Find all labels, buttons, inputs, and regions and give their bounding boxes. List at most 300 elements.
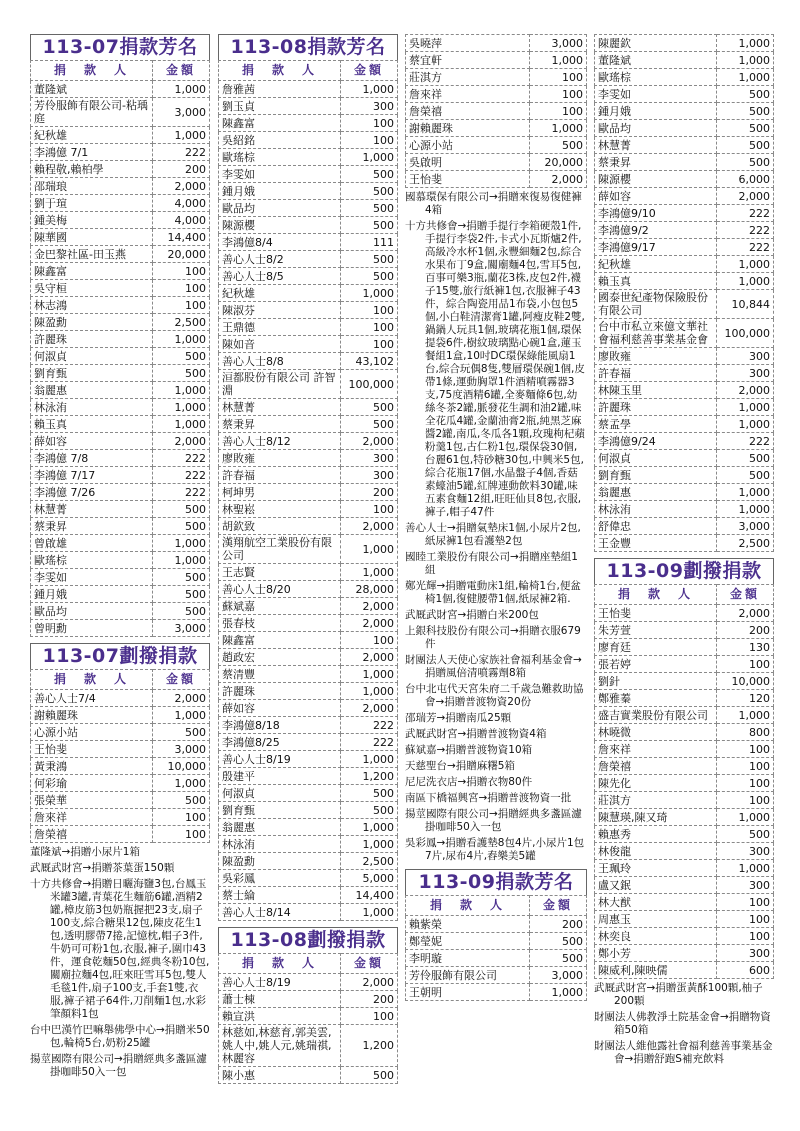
donor-name: 李鴻億9/24 [595,433,717,450]
donation-amount: 500 [153,569,210,586]
table-row [219,581,398,598]
donation-amount: 800 [717,724,774,741]
table-row [595,518,774,535]
donation-amount: 20,000 [153,246,210,263]
donor-name: 蘇斌嘉 [219,598,341,615]
table-row [219,285,398,302]
donor-name: 柯坤男 [219,484,341,501]
donation-amount: 1,000 [717,399,774,416]
col-header-amount: 金額 [153,61,210,81]
table-row [219,1008,398,1025]
table-row [219,319,398,336]
table-row [595,843,774,860]
donor-name: 林陳玉里 [595,382,717,399]
donor-name: 歐品均 [31,603,153,620]
donor-name: 善心人士8/20 [219,581,341,598]
table-row [595,433,774,450]
donation-amount: 222 [717,222,774,239]
donor-name: 王鼎德 [219,319,341,336]
donor-name: 吳啟明 [406,154,530,171]
donor-name: 紀秋雄 [31,127,153,144]
table-row [219,302,398,319]
donor-name: 陳麗欽 [595,35,717,52]
table-row [595,35,774,52]
table-row [219,1067,398,1084]
table-row [31,382,210,399]
inkind-note: 武厩武財宮→捐贈茶葉蛋150顆 [30,862,175,874]
table-row [31,331,210,348]
inkind-note: 武厩武財宮→捐贈白米200包 [405,609,539,621]
donor-name: 謝賴麗珠 [406,120,530,137]
donor-name: 謝賴麗珠 [31,707,153,724]
table-row [31,535,210,552]
donor-name: 林泳洧 [595,501,717,518]
donation-amount: 1,000 [341,904,398,921]
donation-amount: 2,000 [341,974,398,991]
table-row [219,353,398,370]
donation-amount: 10,000 [717,673,774,690]
donor-name: 王志賢 [219,564,341,581]
donation-amount: 500 [153,365,210,382]
donor-name: 胡欽致 [219,518,341,535]
donation-amount: 100 [717,894,774,911]
donation-amount: 120 [717,690,774,707]
donor-name: 賴宣洪 [219,1008,341,1025]
donation-amount: 3,000 [153,741,210,758]
donor-name: 林俊龍 [595,843,717,860]
donor-name: 賴玉真 [31,416,153,433]
donor-name: 鄭雅蓁 [595,690,717,707]
donation-amount: 200 [341,484,398,501]
inkind-note: 財團法人天使心家族社會福利基金會→捐贈風倍清噴霧劑8箱 [405,654,582,679]
table-row [595,399,774,416]
donor-name: 歐瑤棕 [595,69,717,86]
table-row [595,894,774,911]
table-row [595,222,774,239]
donation-amount: 10,000 [153,758,210,775]
donation-amount: 1,000 [717,69,774,86]
donation-amount: 500 [153,792,210,809]
donation-amount: 222 [153,484,210,501]
donation-amount: 100 [717,775,774,792]
donor-name: 吳守桓 [31,280,153,297]
donor-name: 國泰世紀產物保險股份有限公司 [595,290,717,319]
section-title-transfer-113-07: 113-07劃撥捐款 [30,643,210,669]
table-row [31,826,210,843]
table-row [31,246,210,263]
donation-amount: 28,000 [341,581,398,598]
table-row [31,433,210,450]
donation-amount: 100 [530,103,587,120]
col-header-amount: 金額 [717,585,774,605]
table-row [595,484,774,501]
donation-amount: 500 [153,518,210,535]
table-row [31,724,210,741]
donation-amount: 1,000 [341,819,398,836]
donor-name: 紀秋雄 [219,285,341,302]
table-row [31,569,210,586]
inkind-note: 台中巴漢竹巴嘛舉佛學中心→捐贈米50包,輪椅5台,奶粉25罐 [30,1024,210,1049]
inkind-note: 國慕環保有限公司→捐贈來復易復健褲4箱 [405,191,582,216]
table-row [31,178,210,195]
donor-name: 王珮玲 [595,860,717,877]
table-row [219,632,398,649]
donation-amount: 100 [153,809,210,826]
table-row [595,120,774,137]
table-row [219,268,398,285]
donation-amount: 2,500 [341,853,398,870]
donor-name: 林奕良 [595,928,717,945]
donation-amount: 2,000 [341,518,398,535]
table-row [219,683,398,700]
donor-name: 李鴻億 7/26 [31,484,153,501]
donor-name: 何淑貞 [219,785,341,802]
table-row [219,700,398,717]
donor-name: 紀秋雄 [595,256,717,273]
donor-name: 陳華國 [31,229,153,246]
table-row [219,132,398,149]
donation-amount: 3,000 [530,35,587,52]
table-row [219,598,398,615]
table-row [31,144,210,161]
donation-amount: 600 [717,962,774,979]
donation-amount: 1,000 [530,52,587,69]
table-row [219,717,398,734]
donation-amount: 222 [717,205,774,222]
inkind-note: 天慈聖台→捐贈麻糬5箱 [405,760,515,772]
donation-amount: 1,000 [153,416,210,433]
donor-name: 洹都股份有限公司 許智淵 [219,370,341,399]
donor-name: 陳如音 [219,336,341,353]
table-row [406,967,587,984]
table-row [219,433,398,450]
table-row [31,586,210,603]
donor-name: 鄭小芳 [595,945,717,962]
donation-amount: 1,000 [341,285,398,302]
table-row [595,945,774,962]
table-row [406,35,587,52]
donor-name: 劉育甄 [219,802,341,819]
section-title-transfer-113-09: 113-09劃撥捐款 [594,558,774,584]
table-row [219,535,398,564]
inkind-notes-113-09 [594,982,774,1066]
col-header-donor: 捐 款 人 [406,896,530,916]
donation-amount: 100 [341,632,398,649]
donation-amount: 200 [153,161,210,178]
table-row [595,365,774,382]
table-row [406,120,587,137]
donation-amount: 1,200 [341,768,398,785]
donor-name: 何彩瑜 [31,775,153,792]
donor-name: 許春福 [219,467,341,484]
donation-amount: 500 [717,467,774,484]
donation-amount: 1,000 [341,535,398,564]
inkind-notes-113-08 [405,191,587,863]
donation-amount: 1,000 [341,564,398,581]
donation-amount: 100 [341,319,398,336]
table-row [406,69,587,86]
donor-name: 張榮華 [31,792,153,809]
donor-name: 李明璇 [406,950,530,967]
table-row [31,81,210,98]
donor-name: 蔡秉昇 [595,154,717,171]
donor-name: 林大猷 [595,894,717,911]
table-row [406,950,587,967]
donation-amount: 1,000 [717,35,774,52]
donor-name: 善心人士8/14 [219,904,341,921]
donation-amount: 100 [153,826,210,843]
donation-amount: 222 [153,450,210,467]
table-row [31,314,210,331]
table-row [595,877,774,894]
donor-name: 王朝明 [406,984,530,1001]
inkind-note: 南區下橋福興宮→捐贈普渡物資一批 [405,792,572,804]
donor-name: 莊淇方 [406,69,530,86]
table-row [595,382,774,399]
table-row [595,171,774,188]
inkind-note: 邵瑞芳→捐贈南瓜25顆 [405,712,512,724]
donation-amount: 100 [341,336,398,353]
table-row [219,785,398,802]
donation-amount: 1,000 [530,984,587,1001]
inkind-note: 鄭光輝→捐贈電動床1組,輪椅1台,便盆椅1個,復健腰帶1個,紙尿褲2箱. [405,580,581,605]
donation-amount: 500 [530,950,587,967]
donor-name: 心源小站 [31,724,153,741]
donation-amount: 500 [717,154,774,171]
donation-amount: 500 [717,103,774,120]
donor-name: 鍾月娥 [595,103,717,120]
inkind-note: 尼尼洗衣店→捐贈衣物80件 [405,776,533,788]
table-row [219,853,398,870]
donor-name: 林聖崧 [219,501,341,518]
inkind-note: 財團法人佛教淨土院基金會→捐贈物資箱50箱 [594,1011,771,1036]
donation-amount: 2,000 [341,598,398,615]
donor-name: 王怡斐 [595,605,717,622]
donor-name: 芳伶服飾有限公司-粘瑀庭 [31,98,153,127]
donor-name: 李鴻億8/18 [219,717,341,734]
donation-amount: 1,000 [341,751,398,768]
donation-amount: 100,000 [717,319,774,348]
donation-amount: 4,000 [153,212,210,229]
donation-amount: 500 [153,603,210,620]
donation-amount: 500 [341,399,398,416]
table-row [31,690,210,707]
donation-amount: 1,000 [717,273,774,290]
donor-name: 何淑貞 [595,450,717,467]
donor-name: 劉玉貞 [219,98,341,115]
col-header-donor: 捐 款 人 [595,585,717,605]
column-4 [594,34,774,1066]
donor-name: 林志鴻 [31,297,153,314]
inkind-note: 揚莖國際有限公司→捐贈經典多盞區濾掛咖啡50入一包 [30,1053,207,1078]
col-header-donor: 捐 款 人 [31,670,153,690]
donation-amount: 1,000 [717,484,774,501]
table-row [595,809,774,826]
table-row [31,161,210,178]
table-row [595,605,774,622]
donor-name: 翁麗惠 [595,484,717,501]
inkind-note: 善心人士→捐贈氣墊床1個,小尿片2包,紙尿褲1包看護墊2包 [405,522,581,547]
donation-amount: 300 [717,843,774,860]
table-row [406,171,587,188]
donation-amount: 100 [341,132,398,149]
section-title-transfer-113-08: 113-08劃撥捐款 [218,927,398,953]
donation-amount: 222 [341,734,398,751]
donation-amount: 10,844 [717,290,774,319]
donor-name: 陳鑫富 [31,263,153,280]
donor-name: 陳盈勳 [31,314,153,331]
donation-amount: 43,102 [341,353,398,370]
donation-amount: 2,000 [717,382,774,399]
table-row [219,200,398,217]
donation-amount: 2,500 [717,535,774,552]
donation-amount: 100 [530,86,587,103]
table-row [31,620,210,637]
donor-name: 廖敗雍 [219,450,341,467]
donor-name: 陳小惠 [219,1067,341,1084]
table-row [406,984,587,1001]
table-row [31,98,210,127]
table-row [406,154,587,171]
donor-name: 林泳洧 [219,836,341,853]
donation-table-113-09-cont [594,34,774,552]
donation-amount: 6,000 [717,171,774,188]
col-header-donor: 捐 款 人 [219,61,341,81]
donation-amount: 2,000 [530,171,587,188]
donation-amount: 100 [717,792,774,809]
donation-amount: 500 [717,120,774,137]
donation-amount: 1,000 [153,382,210,399]
donor-name: 朱芳萱 [595,622,717,639]
donation-amount: 100 [717,758,774,775]
donor-name: 盧又鈱 [595,877,717,894]
donor-name: 蔡秉昇 [219,416,341,433]
donor-name: 劉針 [595,673,717,690]
transfer-table-113-07 [30,669,210,843]
donation-amount: 2,000 [717,605,774,622]
table-row [219,115,398,132]
table-row [595,450,774,467]
table-row [595,707,774,724]
donor-name: 蔡秉昇 [31,518,153,535]
table-row [595,775,774,792]
table-row [31,195,210,212]
donation-table-113-07 [30,60,210,637]
table-row [31,263,210,280]
col-header-amount: 金額 [153,670,210,690]
table-row [406,137,587,154]
donation-amount: 2,000 [717,188,774,205]
table-row [31,450,210,467]
donor-name: 陳鑫富 [219,632,341,649]
donor-name: 舒偉忠 [595,518,717,535]
donation-amount: 500 [530,933,587,950]
donation-amount: 1,000 [717,860,774,877]
donor-name: 林泳洧 [31,399,153,416]
table-row [31,484,210,501]
table-row [219,666,398,683]
donor-name: 歐品均 [595,120,717,137]
donation-amount: 111 [341,234,398,251]
donation-amount: 100 [153,263,210,280]
donor-name: 劉育甄 [595,467,717,484]
inkind-note: 武厩武財宮→捐贈普渡物資4箱 [405,728,547,740]
table-row [219,974,398,991]
section-title-donations-113-07: 113-07捐款芳名 [30,34,210,60]
table-row [595,256,774,273]
donation-amount: 100 [717,656,774,673]
donation-amount: 1,000 [153,707,210,724]
donor-name: 善心人士8/2 [219,251,341,268]
donation-amount: 3,000 [153,620,210,637]
donation-amount: 222 [153,144,210,161]
donor-name: 蔡孟學 [595,416,717,433]
donation-amount: 100 [717,928,774,945]
donation-amount: 500 [341,200,398,217]
table-row [595,239,774,256]
donation-amount: 1,000 [717,52,774,69]
donor-name: 許麗珠 [31,331,153,348]
table-row [219,98,398,115]
table-row [595,273,774,290]
donor-name: 歐瑤棕 [219,149,341,166]
donor-name: 曾啟雄 [31,535,153,552]
table-row [595,467,774,484]
donation-amount: 500 [717,86,774,103]
donor-name: 吳曉萍 [406,35,530,52]
table-row [31,552,210,569]
table-row [595,724,774,741]
table-row [595,205,774,222]
table-row [31,501,210,518]
inkind-note: 武厩武財宮→捐贈蛋黃酥100顆,柚子200顆 [594,982,763,1007]
donor-name: 陳源櫻 [219,217,341,234]
inkind-note: 董隆斌→捐贈小尿片1箱 [30,846,140,858]
table-row [595,103,774,120]
donation-amount: 300 [341,98,398,115]
table-row [595,911,774,928]
donor-name: 黃秉鴻 [31,758,153,775]
donation-amount: 20,000 [530,154,587,171]
donor-name: 薛如容 [219,700,341,717]
donor-name: 莊淇方 [595,792,717,809]
donation-amount: 200 [341,991,398,1008]
table-row [31,603,210,620]
donation-amount: 2,000 [341,433,398,450]
table-row [219,183,398,200]
donor-name: 蔡士綸 [219,887,341,904]
table-row [219,467,398,484]
col-header-donor: 捐 款 人 [31,61,153,81]
table-row [595,622,774,639]
donor-name: 廖育廷 [595,639,717,656]
donor-name: 鍾月娥 [31,586,153,603]
donation-amount: 14,400 [153,229,210,246]
table-row [406,103,587,120]
donation-amount: 100 [153,280,210,297]
donor-name: 善心人士7/4 [31,690,153,707]
table-row [595,86,774,103]
table-row [595,673,774,690]
donation-amount: 500 [153,501,210,518]
donation-amount: 100 [341,501,398,518]
table-row [219,887,398,904]
donor-name: 心源小站 [406,137,530,154]
donation-amount: 500 [341,251,398,268]
donor-name: 李鴻億9/2 [595,222,717,239]
table-row [31,399,210,416]
donor-name: 李鴻億8/25 [219,734,341,751]
